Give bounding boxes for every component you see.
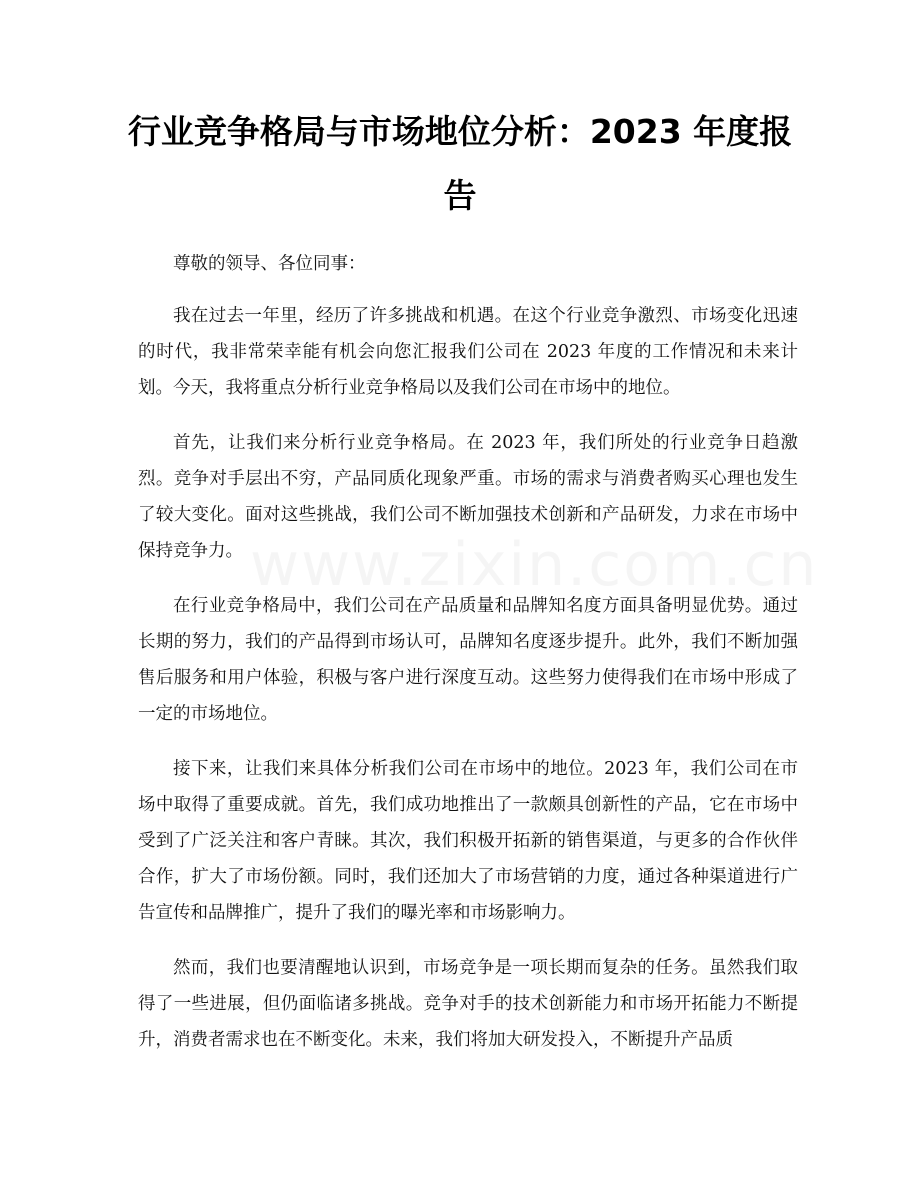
paragraph-2: 首先，让我们来分析行业竞争格局。在 2023 年，我们所处的行业竞争日趋激烈。竞争对手层出不穷，产品同质化现象严重。市场的需求与消费者购买心理也发生了较大变化。面对这些挑战，我们公司不断加强技术创新和产品研发，力求在市场中保持竞争力。 xyxy=(138,433,798,561)
paragraph-3: 在行业竞争格局中，我们公司在产品质量和品牌知名度方面具备明显优势。通过长期的努力，我们的产品得到市场认可，品牌知名度逐步提升。此外，我们不断加强售后服务和用户体验，积极与客户进行深度互动。这些努力使得我们在市场中形成了一定的市场地位。 xyxy=(138,596,798,724)
salutation: 尊敬的领导、各位同事： xyxy=(173,254,366,274)
paragraph-1: 我在过去一年里，经历了许多挑战和机遇。在这个行业竞争激烈、市场变化迅速的时代，我非常荣幸能有机会向您汇报我们公司在 2023 年度的工作情况和未来计划。今天，我将重点分析行业竞争格局以及我们公司在市场中的地位。 xyxy=(138,306,798,398)
document-body xyxy=(138,246,819,1077)
watermark: www.zixin.com.cn xyxy=(250,530,819,600)
document-title: 行业竞争格局与市场地位分析：2023 年度报告 xyxy=(127,112,793,215)
paragraph-4: 接下来，让我们来具体分析我们公司在市场中的地位。2023 年，我们公司在市场中取得了重要成就。首先，我们成功地推出了一款颇具创新性的产品，它在市场中受到了广泛关注和客户青睐。其次，我们积极开拓新的销售渠道，与更多的合作伙伴合作，扩大了市场份额。同时，我们还加大了市场营销的力度，通过各种渠道进行广告宣传和品牌推广，提升了我们的曝光率和市场影响力。 xyxy=(138,759,798,923)
paragraph-5: 然而，我们也要清醒地认识到，市场竞争是一项长期而复杂的任务。虽然我们取得了一些进展，但仍面临诸多挑战。竞争对手的技术创新能力和市场开拓能力不断提升，消费者需求也在不断变化。未来，我们将加大研发投入，不断提升产品质 xyxy=(138,958,798,1050)
